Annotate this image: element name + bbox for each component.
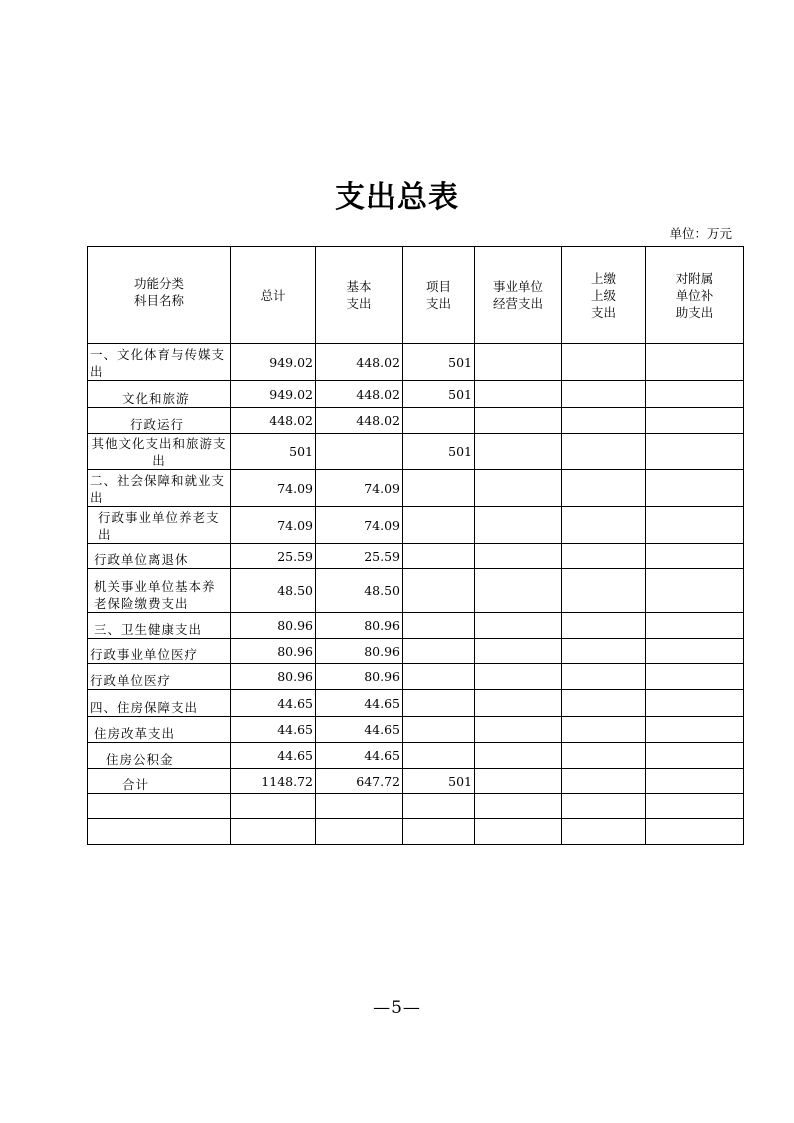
cell-subsidy [646,434,744,470]
cell-total: 949.02 [231,381,316,408]
header-business [475,247,562,344]
cell-basic: 448.02 [316,408,403,434]
table-row [88,794,744,819]
cell-total: 80.96 [231,664,316,690]
cell-subsidy [646,690,744,717]
cell-total: 80.96 [231,639,316,664]
cell-superior [562,507,646,544]
cell-project [403,507,475,544]
table-row [88,544,744,569]
cell-total: 448.02 [231,408,316,434]
cell-subsidy [646,507,744,544]
cell-business [475,544,562,569]
cell-superior [562,769,646,794]
cell-subsidy [646,544,744,569]
cell-total: 74.09 [231,507,316,544]
table-row [88,664,744,690]
cell-business [475,690,562,717]
header-row [88,247,744,344]
cell-project: 501 [403,381,475,408]
cell-project [403,544,475,569]
cell-subsidy [646,381,744,408]
cell-total: 25.59 [231,544,316,569]
table-row [88,639,744,664]
cell-total: 80.96 [231,613,316,639]
page-title: 支出总表 [335,180,459,215]
cell-superior [562,434,646,470]
row-subject-name: 行政单位离退休 [88,544,231,569]
cell-superior [562,408,646,434]
cell-subsidy [646,819,744,845]
cell-project [403,470,475,507]
table-row [88,434,744,470]
header-superior [562,247,646,344]
table-row [88,381,744,408]
cell-superior [562,743,646,769]
header-line: 单位补 [675,287,714,303]
cell-total: 1148.72 [231,769,316,794]
cell-superior [562,569,646,613]
header-total: 总计 [231,247,316,344]
header-line: 支出 [346,296,372,311]
table-row [88,613,744,639]
cell-business [475,717,562,743]
cell-business [475,743,562,769]
cell-superior [562,639,646,664]
cell-basic [316,794,403,819]
header-line: 支出 [590,304,616,320]
row-subject-name: 机关事业单位基本养老保险缴费支出 [88,569,231,613]
cell-subsidy [646,769,744,794]
table-row [88,408,744,434]
row-subject-name: 合计 [88,769,231,794]
header-line: 助支出 [675,304,714,320]
cell-superior [562,819,646,845]
row-subject-name: 四、住房保障支出 [88,690,231,717]
cell-business [475,794,562,819]
cell-business [475,819,562,845]
cell-basic: 80.96 [316,613,403,639]
cell-project [403,408,475,434]
page-number: —5— [373,998,421,1018]
cell-business [475,613,562,639]
cell-project [403,743,475,769]
cell-basic: 647.72 [316,769,403,794]
row-subject-name: 行政事业单位养老支出 [88,507,231,544]
table-row [88,507,744,544]
cell-project [403,639,475,664]
cell-total [231,794,316,819]
cell-subsidy [646,639,744,664]
header-line: 支出 [425,296,451,311]
row-subject-name: 行政事业单位医疗 [88,639,231,664]
cell-project [403,664,475,690]
cell-total [231,819,316,845]
header-project [403,247,475,344]
cell-basic [316,819,403,845]
cell-subsidy [646,470,744,507]
cell-total: 501 [231,434,316,470]
cell-superior [562,344,646,381]
cell-business [475,408,562,434]
cell-project [403,690,475,717]
cell-project [403,613,475,639]
cell-business [475,470,562,507]
cell-subsidy [646,408,744,434]
cell-superior [562,544,646,569]
header-subsidy [646,247,744,344]
header-category-line: 科目名称 [133,293,184,308]
cell-project: 501 [403,344,475,381]
row-subject-name: 行政单位医疗 [88,664,231,690]
cell-superior [562,717,646,743]
cell-total: 949.02 [231,344,316,381]
cell-basic: 48.50 [316,569,403,613]
cell-basic: 74.09 [316,470,403,507]
cell-basic: 74.09 [316,507,403,544]
row-subject-name: 住房公积金 [88,743,231,769]
cell-basic: 44.65 [316,743,403,769]
header-line: 上级 [590,287,616,303]
cell-project [403,717,475,743]
cell-basic: 80.96 [316,639,403,664]
table-row [88,470,744,507]
cell-subsidy [646,613,744,639]
cell-business [475,507,562,544]
cell-basic: 25.59 [316,544,403,569]
header-line: 经营支出 [492,296,543,311]
unit-label: 单位：万元 [669,226,732,241]
row-subject-name [88,819,231,845]
cell-project [403,569,475,613]
cell-total: 74.09 [231,470,316,507]
table-row [88,344,744,381]
header-line: 基本 [346,279,372,294]
cell-subsidy [646,569,744,613]
cell-basic: 448.02 [316,344,403,381]
cell-business [475,344,562,381]
header-line: 对附属 [675,270,714,286]
cell-subsidy [646,794,744,819]
cell-basic: 80.96 [316,664,403,690]
row-subject-name: 行政运行 [88,408,231,434]
header-line: 上缴 [590,270,616,286]
cell-superior [562,381,646,408]
header-category-line: 功能分类 [133,276,184,291]
cell-project: 501 [403,434,475,470]
cell-superior [562,794,646,819]
header-line: 项目 [425,279,451,294]
table-row [88,717,744,743]
cell-subsidy [646,344,744,381]
row-subject-name [88,794,231,819]
row-subject-name: 三、卫生健康支出 [88,613,231,639]
row-subject-name: 住房改革支出 [88,717,231,743]
cell-business [475,381,562,408]
cell-total: 48.50 [231,569,316,613]
cell-project [403,794,475,819]
cell-basic: 44.65 [316,717,403,743]
cell-total: 44.65 [231,743,316,769]
row-subject-name: 二、社会保障和就业支出 [88,470,231,507]
table-row [88,743,744,769]
table-row [88,819,744,845]
cell-superior [562,690,646,717]
cell-total: 44.65 [231,717,316,743]
row-subject-name: 其他文化支出和旅游支出 [88,434,231,470]
cell-business [475,434,562,470]
table-row [88,690,744,717]
cell-subsidy [646,717,744,743]
expenditure-table [87,246,744,845]
row-subject-name: 文化和旅游 [88,381,231,408]
cell-superior [562,613,646,639]
cell-total: 44.65 [231,690,316,717]
cell-superior [562,470,646,507]
cell-project: 501 [403,769,475,794]
row-subject-name: 一、文化体育与传媒支出 [88,344,231,381]
table-row [88,569,744,613]
cell-superior [562,664,646,690]
table-row [88,769,744,794]
cell-business [475,664,562,690]
header-line: 事业单位 [492,279,543,294]
header-basic [316,247,403,344]
cell-business [475,769,562,794]
header-category [88,247,231,344]
cell-subsidy [646,664,744,690]
cell-basic [316,434,403,470]
cell-basic: 44.65 [316,690,403,717]
cell-basic: 448.02 [316,381,403,408]
cell-project [403,819,475,845]
cell-business [475,639,562,664]
cell-business [475,569,562,613]
cell-subsidy [646,743,744,769]
